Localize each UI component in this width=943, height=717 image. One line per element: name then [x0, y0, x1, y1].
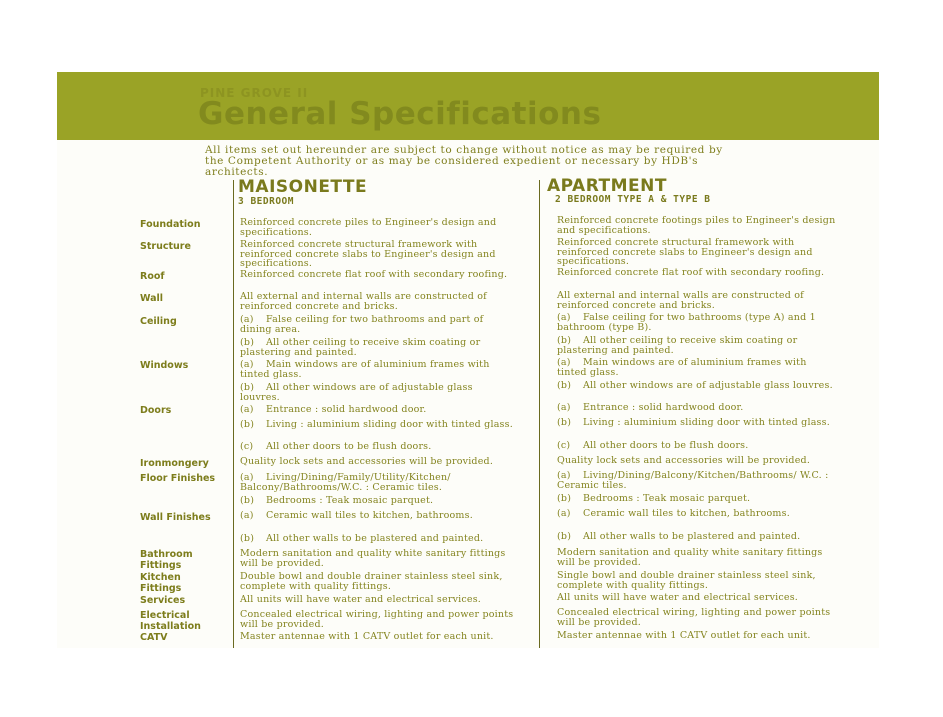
a-foundation: Reinforced concrete footings piles to Engineer's design and specifications.: [557, 215, 836, 236]
a-wallf-a: (a) Ceramic wall tiles to kitchen, bathrooms.: [557, 508, 790, 519]
a-wallf-b: (b) All other walls to be plastered and painted.: [557, 531, 801, 542]
a-floor-a: (a) Living/Dining/Balcony/Kitchen/Bathrooms/ W.C. : Ceramic tiles.: [557, 470, 829, 491]
m-doors-a: (a) Entrance : solid hardwood door.: [240, 404, 427, 415]
m-ceiling-a: (a) False ceiling for two bathrooms and part of dining area.: [240, 314, 484, 335]
m-services: All units will have water and electrical services.: [240, 594, 482, 605]
a-bathroom: Modern sanitation and quality white sanitary fittings will be provided.: [557, 547, 823, 568]
label-services: Services: [140, 595, 186, 606]
a-ironmongery: Quality lock sets and accessories will be provided.: [557, 455, 811, 466]
label-doors: Doors: [140, 405, 172, 416]
label-wall-finishes: Wall Finishes: [140, 512, 211, 523]
m-kitchen: Double bowl and double drainer stainless steel sink, complete with quality fittings.: [240, 571, 503, 592]
a-roof: Reinforced concrete flat roof with secondary roofing.: [557, 267, 825, 278]
label-floor-finishes: Floor Finishes: [140, 473, 216, 484]
m-wallf-b: (b) All other walls to be plastered and painted.: [240, 533, 484, 544]
m-doors-c: (c) All other doors to be flush doors.: [240, 441, 432, 452]
label-ironmongery: Ironmongery: [140, 458, 209, 469]
a-catv: Master antennae with 1 CATV outlet for each unit.: [557, 630, 811, 641]
a-services: All units will have water and electrical services.: [557, 592, 799, 603]
label-kitchen-fittings: Kitchen Fittings: [140, 572, 182, 594]
maisonette-subheading: 3 BEDROOM: [238, 196, 294, 207]
a-kitchen: Single bowl and double drainer stainless steel sink, complete with quality fittings.: [557, 570, 816, 591]
a-doors-c: (c) All other doors to be flush doors.: [557, 440, 749, 451]
m-ceiling-b: (b) All other ceiling to receive skim coating or plastering and painted.: [240, 337, 481, 358]
m-foundation: Reinforced concrete piles to Engineer's design and specifications.: [240, 217, 497, 238]
a-floor-b: (b) Bedrooms : Teak mosaic parquet.: [557, 493, 751, 504]
label-wall: Wall: [140, 293, 164, 304]
a-ceiling-a: (a) False ceiling for two bathrooms (type A) and 1 bathroom (type B).: [557, 312, 816, 333]
label-windows: Windows: [140, 360, 189, 371]
intro-note: All items set out hereunder are subject to change without notice as may be required by the Competent Authority or as may be considered expedient or necessary by HDB's architects.: [205, 144, 723, 178]
a-structure: Reinforced concrete structural framework with reinforced concrete slabs to Engineer's design and specifications.: [557, 237, 813, 267]
label-catv: CATV: [140, 632, 168, 643]
m-wallf-a: (a) Ceramic wall tiles to kitchen, bathrooms.: [240, 510, 473, 521]
a-doors-b: (b) Living : aluminium sliding door with tinted glass.: [557, 417, 830, 428]
divider-middle: [539, 180, 540, 648]
a-windows-b: (b) All other windows are of adjustable glass louvres.: [557, 380, 833, 391]
apartment-heading: APARTMENT: [547, 176, 667, 196]
estate-name: PINE GROVE II: [200, 86, 309, 100]
m-roof: Reinforced concrete flat roof with secondary roofing.: [240, 269, 508, 280]
m-doors-b: (b) Living : aluminium sliding door with tinted glass.: [240, 419, 513, 430]
m-windows-b: (b) All other windows are of adjustable glass louvres.: [240, 382, 473, 403]
a-wall: All external and internal walls are constructed of reinforced concrete and bricks.: [557, 290, 804, 311]
maisonette-heading: MAISONETTE: [238, 177, 368, 197]
m-electrical: Concealed electrical wiring, lighting and power points will be provided.: [240, 609, 514, 630]
a-electrical: Concealed electrical wiring, lighting and power points will be provided.: [557, 607, 831, 628]
m-wall: All external and internal walls are constructed of reinforced concrete and bricks.: [240, 291, 487, 312]
page-title: General Specifications: [198, 96, 602, 132]
m-floor-b: (b) Bedrooms : Teak mosaic parquet.: [240, 495, 434, 506]
m-structure: Reinforced concrete structural framework with reinforced concrete slabs to Engineer's design and specifications.: [240, 239, 496, 269]
a-windows-a: (a) Main windows are of aluminium frames with tinted glass.: [557, 357, 807, 378]
m-ironmongery: Quality lock sets and accessories will be provided.: [240, 456, 494, 467]
label-bathroom-fittings: Bathroom Fittings: [140, 549, 193, 571]
m-bathroom: Modern sanitation and quality white sanitary fittings will be provided.: [240, 548, 506, 569]
m-floor-a: (a) Living/Dining/Family/Utility/Kitchen/ Balcony/Bathrooms/W.C. : Ceramic tiles.: [240, 472, 451, 493]
apartment-subheading: 2 BEDROOM TYPE A & TYPE B: [555, 194, 711, 205]
a-ceiling-b: (b) All other ceiling to receive skim coating or plastering and painted.: [557, 335, 798, 356]
label-electrical-installation: Electrical Installation: [140, 610, 201, 632]
label-roof: Roof: [140, 271, 165, 282]
label-foundation: Foundation: [140, 219, 201, 230]
label-structure: Structure: [140, 241, 191, 252]
a-doors-a: (a) Entrance : solid hardwood door.: [557, 402, 744, 413]
m-windows-a: (a) Main windows are of aluminium frames with tinted glass.: [240, 359, 490, 380]
m-catv: Master antennae with 1 CATV outlet for each unit.: [240, 631, 494, 642]
label-ceiling: Ceiling: [140, 316, 177, 327]
